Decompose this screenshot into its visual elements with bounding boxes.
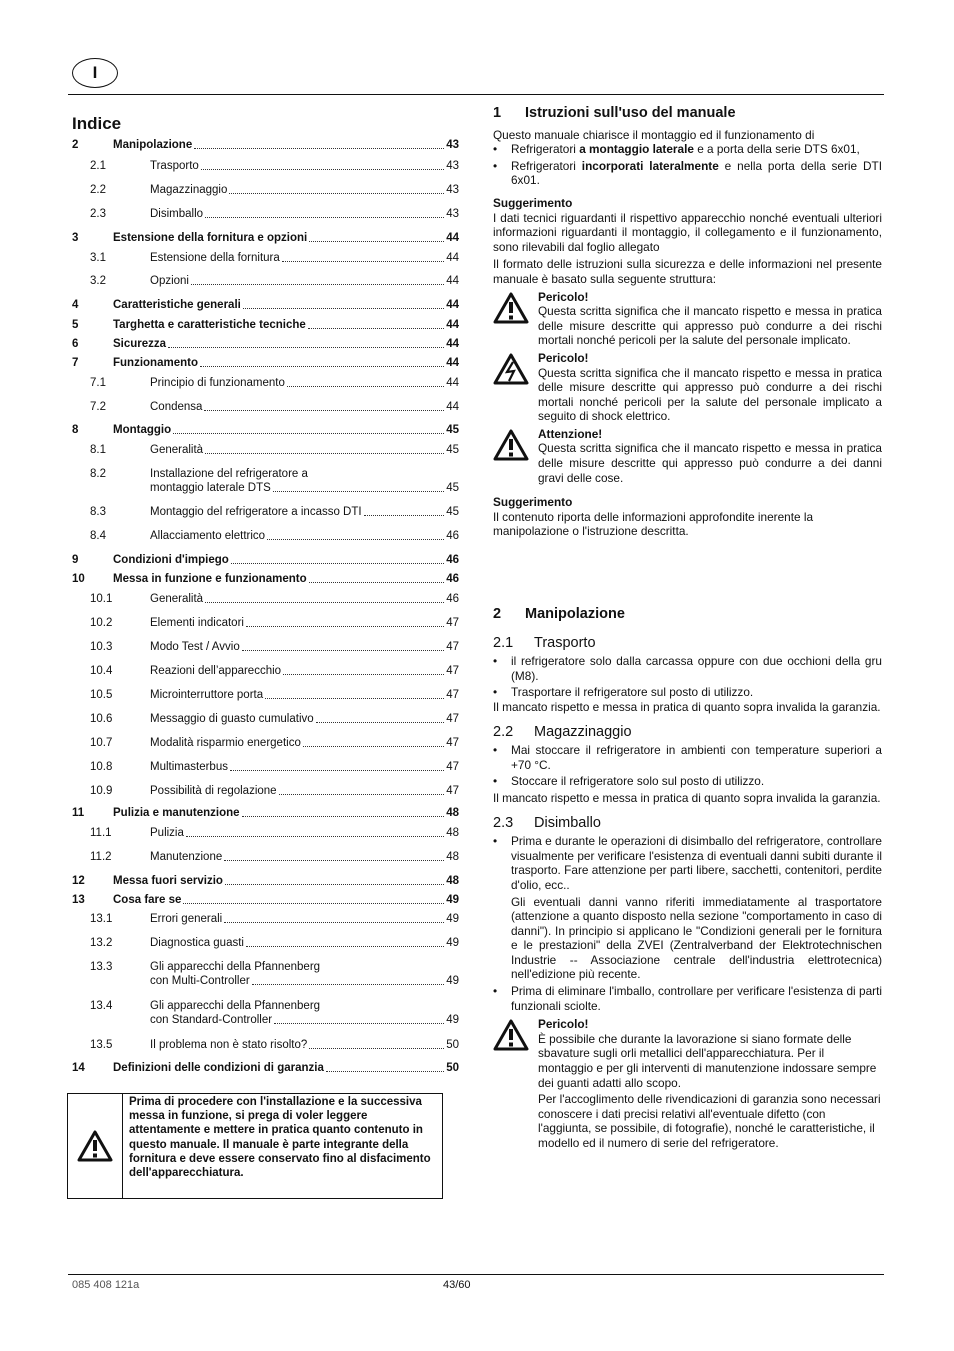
dot-leader: [242, 650, 444, 651]
section-2-3-heading: 2.3 Disimballo: [493, 814, 601, 831]
toc-entry[interactable]: [72, 553, 459, 568]
toc-entry-page: 44: [446, 357, 459, 369]
warning-block: [493, 290, 882, 348]
toc-entry-number: 13.1: [90, 913, 113, 925]
toc-entry-page: 48: [446, 827, 459, 839]
toc-entry-title: Messa in funzione e funzionamento: [113, 573, 307, 585]
tip-title: Suggerimento: [493, 495, 573, 510]
toc-entry-page: 44: [446, 275, 459, 287]
toc-entry-title: Montaggio del refrigeratore a incasso DTI: [150, 506, 362, 518]
dot-leader: [326, 1071, 444, 1072]
warning-block: [493, 1017, 882, 1150]
toc-entry-title: Allacciamento elettrico: [150, 530, 266, 542]
toc-entry[interactable]: [72, 736, 459, 751]
toc-entry[interactable]: [72, 572, 459, 587]
list-item: • Mai stoccare il refrigeratore in ambienti con temperature superiori a +70 °C.: [493, 743, 882, 772]
toc-entry-title-cont: con Multi-Controller: [150, 975, 250, 987]
toc-entry-title: Estensione della fornitura e opzioni: [113, 232, 308, 244]
dot-leader: [282, 261, 444, 262]
toc-entry-number: 11: [72, 807, 85, 819]
toc-entry[interactable]: [72, 274, 459, 289]
toc-entry[interactable]: [72, 874, 459, 889]
toc-entry-title: Il problema non è stato risolto?: [150, 1039, 308, 1051]
toc-entry[interactable]: [72, 443, 459, 458]
toc-entry[interactable]: [72, 1061, 459, 1076]
toc-entry-number: 2.2: [90, 184, 106, 196]
toc-entry-number: 10.4: [90, 665, 113, 677]
toc-entry-page: 49: [446, 913, 459, 925]
toc-entry-page: 44: [446, 377, 459, 389]
toc-entry-title: Sicurezza: [113, 338, 167, 350]
toc-entry[interactable]: [72, 712, 459, 727]
toc-entry-number: 2.1: [90, 160, 106, 172]
toc-entry-number: 10.7: [90, 737, 113, 749]
toc-entry-title: Modo Test / Avvio: [150, 641, 240, 653]
dot-leader: [231, 563, 444, 564]
toc-entry-page: 47: [446, 713, 459, 725]
toc-entry-number: 8.3: [90, 506, 106, 518]
toc-entry-page: 47: [446, 737, 459, 749]
list-item: • Refrigeratori a montaggio laterale e a porta della serie DTS 6x01,: [493, 142, 882, 157]
toc-entry-number: 13.4: [90, 1000, 113, 1012]
toc-entry[interactable]: [72, 806, 459, 821]
dot-leader: [309, 241, 444, 242]
toc-entry-title-cont: con Standard-Controller: [150, 1014, 273, 1026]
danger-triangle-icon: [493, 292, 529, 328]
toc-entry[interactable]: [72, 850, 459, 865]
toc-entry-page: 46: [446, 530, 459, 542]
dot-leader: [243, 308, 444, 309]
toc-entry[interactable]: [72, 784, 459, 799]
toc-entry-title: Targhetta e caratteristiche tecniche: [113, 319, 306, 331]
toc-entry[interactable]: [72, 318, 459, 333]
toc-entry-number: 14: [72, 1062, 85, 1074]
toc-entry[interactable]: [72, 760, 459, 775]
toc-entry-title: Messaggio di guasto cumulativo: [150, 713, 314, 725]
toc-entry-number: 13.3: [90, 961, 113, 973]
dot-leader: [191, 284, 444, 285]
dot-leader: [252, 984, 445, 985]
toc-entry-number: 8.1: [90, 444, 106, 456]
dot-leader: [265, 698, 444, 699]
toc-entry-title: Funzionamento: [113, 357, 198, 369]
toc-entry-page: 45: [446, 424, 459, 436]
toc-entry-page: 47: [446, 617, 459, 629]
toc-entry-title: Diagnostica guasti: [150, 937, 244, 949]
danger-triangle-icon: [493, 1019, 529, 1055]
toc-entry-title: Modalità risparmio energetico: [150, 737, 301, 749]
page-number: 43/60: [443, 1279, 471, 1291]
toc-entry-number: 3: [72, 232, 79, 244]
toc-entry-number: 10.3: [90, 641, 113, 653]
notice-text: Prima di procedere con l'installazione e la successiva messa in funzione, si prega di voler leggere attentamente e mettere in pratica quanto contenuto in questo manuale. Il manuale è parte integrante della fornitura e deve essere conservato fino al disfacimento dell'apparecchiatura.: [129, 1096, 431, 1180]
toc-entry[interactable]: [72, 664, 459, 679]
dot-leader: [364, 515, 445, 516]
table-of-contents: [72, 114, 459, 1078]
dot-leader: [246, 626, 444, 627]
toc-entry-page: 49: [446, 894, 459, 906]
warning-triangle-icon: [68, 1094, 123, 1198]
toc-entry-number: 11.2: [90, 851, 112, 863]
toc-entry-number: 13.2: [90, 937, 113, 949]
toc-entry-page: 43: [446, 208, 459, 220]
toc-entry-page: 44: [446, 252, 459, 264]
toc-entry[interactable]: [72, 251, 459, 266]
toc-entry-title: Disimballo: [150, 208, 204, 220]
list-item: • Refrigeratori incorporati lateralmente e nella porta della serie DTI 6x01.: [493, 159, 882, 188]
toc-entry-page: 49: [446, 937, 459, 949]
toc-entry-page: 50: [446, 1039, 459, 1051]
toc-entry[interactable]: [72, 467, 459, 497]
toc-entry-title: Microinterruttore porta: [150, 689, 264, 701]
toc-entry[interactable]: [72, 423, 459, 438]
dot-leader: [173, 433, 444, 434]
toc-entry-title: Errori generali: [150, 913, 223, 925]
dot-leader: [267, 539, 444, 540]
list-item: • Trasportare il refrigeratore sul posto di utilizzo.: [493, 685, 882, 700]
footer-rule: [68, 1274, 884, 1275]
toc-entry-number: 9: [72, 554, 79, 566]
dot-leader: [246, 946, 444, 947]
toc-entry-title: Cosa fare se: [113, 894, 182, 906]
toc-entry-page: 44: [446, 338, 459, 350]
toc-entry-title: Gli apparecchi della Pfannenberg: [150, 1000, 321, 1012]
notice-box: [67, 1093, 443, 1199]
section-1-heading: 1 Istruzioni sull'uso del manuale: [493, 105, 736, 121]
toc-entry-title: Caratteristiche generali: [113, 299, 241, 311]
toc-entry-page: 49: [446, 1014, 459, 1026]
toc-entry-title: Manutenzione: [150, 851, 223, 863]
warning-block: [493, 351, 882, 424]
toc-entry-title: Possibilità di regolazione: [150, 785, 277, 797]
toc-entry[interactable]: [72, 376, 459, 391]
toc-entry-title-cont: montaggio laterale DTS: [150, 482, 271, 494]
toc-entry[interactable]: [72, 616, 459, 631]
dot-leader: [204, 410, 444, 411]
dot-leader: [183, 903, 444, 904]
toc-entry-title: Generalità: [150, 593, 204, 605]
toc-entry-title: Montaggio: [113, 424, 172, 436]
toc-entry-number: 11.1: [90, 827, 112, 839]
dot-leader: [308, 328, 444, 329]
toc-entry-number: 8.4: [90, 530, 106, 542]
document-number: 085 408 121a: [72, 1279, 140, 1291]
structure-text: Il formato delle istruzioni sulla sicurezza e delle informazioni nel presente manuale è basato sulla seguente struttura:: [493, 257, 882, 286]
dot-leader: [205, 602, 444, 603]
toc-entry[interactable]: [72, 826, 459, 841]
toc-entry-page: 47: [446, 689, 459, 701]
section-1-intro: Questo manuale chiarisce il montaggio ed il funzionamento di: [493, 127, 815, 142]
toc-entry-number: 7.1: [90, 377, 106, 389]
toc-entry-page: 44: [446, 232, 459, 244]
tip-text: Il contenuto riporta delle informazioni approfondite inerente la manipolazione o l'istruzione descritta.: [493, 509, 814, 539]
toc-entry-title: Gli apparecchi della Pfannenberg: [150, 961, 321, 973]
warning-title: Pericolo!: [538, 289, 589, 304]
toc-entry[interactable]: [72, 999, 459, 1029]
toc-entry-number: 7.2: [90, 401, 106, 413]
toc-entry-page: 47: [446, 785, 459, 797]
section-2-heading: 2 Manipolazione: [493, 606, 625, 622]
dot-leader: [224, 860, 444, 861]
toc-entry-page: 43: [446, 184, 459, 196]
toc-entry-number: 10.2: [90, 617, 113, 629]
toc-entry-title: Elementi indicatori: [150, 617, 244, 629]
toc-entry[interactable]: [72, 138, 459, 153]
list-item: • Prima di eliminare l'imballo, controllare per verificare l'esistenza di parti funzionali sciolte.: [493, 984, 882, 1013]
toc-entry-title: Pulizia: [150, 827, 184, 839]
section-2-2-heading: 2.2 Magazzinaggio: [493, 723, 632, 740]
dot-leader: [194, 148, 444, 149]
toc-entry[interactable]: [72, 592, 459, 607]
toc-entry[interactable]: [72, 337, 459, 352]
toc-heading: Indice: [72, 114, 122, 133]
dot-leader: [274, 1023, 444, 1024]
dot-leader: [242, 816, 445, 817]
dot-leader: [303, 746, 444, 747]
dot-leader: [205, 453, 444, 454]
toc-list: [72, 138, 459, 1078]
toc-entry-page: 44: [446, 299, 459, 311]
toc-entry-page: 45: [446, 482, 459, 494]
toc-entry-number: 8.2: [90, 468, 106, 480]
warning-text: Questa scritta significa che il mancato rispetto e messa in pratica delle misure descritte qui appresso può condurre a dei danni gravi delle cose.: [538, 441, 882, 485]
toc-entry-page: 48: [446, 851, 459, 863]
toc-entry-number: 8: [72, 424, 79, 436]
toc-entry-number: 13.5: [90, 1039, 113, 1051]
warning-title: Pericolo!: [538, 1017, 589, 1032]
toc-entry-page: 44: [446, 401, 459, 413]
dot-leader: [273, 491, 444, 492]
toc-entry[interactable]: [72, 207, 459, 222]
toc-entry-page: 44: [446, 319, 459, 331]
warranty-note: Il mancato rispetto e messa in pratica di quanto sopra invalida la garanzia.: [493, 790, 881, 805]
warranty-note: Il mancato rispetto e messa in pratica di quanto sopra invalida la garanzia.: [493, 699, 881, 714]
toc-entry-page: 48: [446, 875, 459, 887]
warning-text: Questa scritta significa che il mancato rispetto e messa in pratica delle misure descritte qui appresso può condurre a dei rischi mortali nonché pericoli per la salute del personale implicato.: [538, 304, 882, 348]
warning-text: Questa scritta significa che il mancato rispetto e messa in pratica delle misure descritte qui appresso può condurre a dei rischi mortali nonché pericoli per la salute del personale implicato a seguito di shock elettrico.: [538, 365, 882, 424]
dot-leader: [279, 794, 445, 795]
toc-entry-title: Condensa: [150, 401, 203, 413]
toc-entry-title: Condizioni d'impiego: [113, 554, 229, 566]
list-item: • Prima e durante le operazioni di disimballo del refrigeratore, controllare visualmente per verificare l'esistenza di eventuali danni subiti durante il trasporto. Fare attenzione per parti libere, sacchetti, contenitori, perdite d'olio, ecc..: [493, 834, 882, 892]
toc-entry-number: 2: [72, 139, 79, 151]
toc-entry-title: Principio di funzionamento: [150, 377, 285, 389]
toc-entry-page: 46: [446, 554, 459, 566]
toc-entry[interactable]: [72, 640, 459, 655]
toc-entry-title: Installazione del refrigeratore a: [150, 468, 308, 480]
toc-entry-number: 12: [72, 875, 85, 887]
toc-entry-title: Generalità: [150, 444, 204, 456]
warning-text: È possibile che durante la lavorazione si siano formate delle sbavature sugli orli metallici dell'apparecchiatura. Per il montaggio e per gli interventi di manutenzione indossare sempre dei guanti adatti allo scopo.: [538, 1031, 877, 1090]
toc-entry-page: 43: [446, 139, 459, 151]
toc-entry-number: 2.3: [90, 208, 106, 220]
list-item: • il refrigeratore solo dalla carcassa oppure con due occhioni della gru (M8).: [493, 654, 882, 683]
toc-entry-number: 10.8: [90, 761, 113, 773]
header-rule: [68, 94, 884, 95]
dot-leader: [309, 1048, 444, 1049]
toc-entry-page: 46: [446, 593, 459, 605]
toc-entry-number: 10.6: [90, 713, 113, 725]
toc-entry-number: 6: [72, 338, 79, 350]
toc-entry-title: Estensione della fornitura: [150, 252, 280, 264]
toc-entry-number: 7: [72, 357, 79, 369]
toc-entry-title: Pulizia e manutenzione: [113, 807, 240, 819]
toc-entry[interactable]: [72, 960, 459, 990]
toc-entry[interactable]: [72, 400, 459, 415]
warning-title: Attenzione!: [538, 426, 603, 441]
toc-entry[interactable]: [72, 505, 459, 520]
toc-entry-page: 49: [446, 975, 459, 987]
warning-block: [493, 427, 882, 485]
dot-leader: [224, 922, 444, 923]
toc-entry-number: 10.1: [90, 593, 113, 605]
toc-entry[interactable]: [72, 1038, 459, 1053]
toc-entry-page: 48: [446, 807, 459, 819]
dot-leader: [225, 884, 444, 885]
warning-title: Pericolo!: [538, 350, 589, 365]
section-2-1-heading: 2.1 Trasporto: [493, 634, 596, 651]
dot-leader: [168, 347, 444, 348]
toc-entry-number: 5: [72, 319, 79, 331]
toc-entry-title: Manipolazione: [113, 139, 193, 151]
toc-entry[interactable]: [72, 183, 459, 198]
toc-entry-title: Opzioni: [150, 275, 189, 287]
tip-text: I dati tecnici riguardanti il rispettivo apparecchio nonché eventuali ulteriori informazioni riguardanti il montaggio, il collegamento e il funzionamento, sono rilevabili dal foglio allegato: [493, 210, 882, 254]
toc-entry-title: Multimasterbus: [150, 761, 228, 773]
toc-entry-page: 45: [446, 506, 459, 518]
toc-entry-page: 45: [446, 444, 459, 456]
dot-leader: [229, 193, 444, 194]
warranty-claim-text: Per l'accoglimento delle rivendicazioni di garanzia sono necessari conoscere i dati precisi relativi all'eventuale difetto (con l'aggiunta, se possibile, di fotografie), nonché le caratteristiche, il modello ed il numero di serie del refrigeratore.: [538, 1092, 881, 1150]
toc-entry-page: 47: [446, 761, 459, 773]
toc-entry-page: 43: [446, 160, 459, 172]
dot-leader: [186, 836, 444, 837]
toc-entry[interactable]: [72, 688, 459, 703]
dot-leader: [309, 582, 445, 583]
section-2: [493, 607, 882, 1151]
dot-leader: [205, 217, 444, 218]
dot-leader: [287, 386, 444, 387]
toc-entry[interactable]: [72, 231, 459, 246]
caution-triangle-icon: [493, 429, 529, 465]
dot-leader: [283, 674, 444, 675]
toc-entry-page: 47: [446, 665, 459, 677]
toc-entry[interactable]: [72, 356, 459, 371]
toc-entry[interactable]: [72, 529, 459, 544]
toc-entry[interactable]: [72, 893, 459, 908]
list-item: • Stoccare il refrigeratore solo sul posto di utilizzo.: [493, 774, 882, 789]
toc-entry[interactable]: [72, 936, 459, 951]
toc-entry-number: 10.5: [90, 689, 113, 701]
toc-entry-title: Magazzinaggio: [150, 184, 228, 196]
toc-entry-number: 10: [72, 573, 85, 585]
toc-entry-title: Definizioni delle condizioni di garanzia: [113, 1062, 324, 1074]
toc-entry-number: 13: [72, 894, 85, 906]
dot-leader: [230, 770, 444, 771]
toc-entry-number: 3.2: [90, 275, 106, 287]
toc-entry-page: 47: [446, 641, 459, 653]
electric-shock-triangle-icon: [493, 353, 529, 389]
toc-entry-title: Trasporto: [150, 160, 199, 172]
toc-entry-page: 50: [446, 1062, 459, 1074]
toc-entry-page: 46: [446, 573, 459, 585]
list-item-continued: Gli eventuali danni vanno riferiti immediatamente al trasportatore (attenzione a quanto disposto nella sezione "comportamento in caso di danni"). In principio si applicano le "Condizioni generali per le fornitura e le prestazioni" della ZVEI (Zentralverband der Elektrotechnischen Industrie -- Associazione centrale dell'industria elettrotecnica) nell'edizione più recente.: [511, 894, 882, 982]
dot-leader: [201, 169, 444, 170]
dot-leader: [200, 366, 444, 367]
tip-title: Suggerimento: [493, 195, 573, 210]
toc-entry-number: 4: [72, 299, 79, 311]
toc-entry-number: 3.1: [90, 252, 106, 264]
toc-entry-title: Reazioni dell’apparecchio: [150, 665, 282, 677]
toc-entry-title: Messa fuori servizio: [113, 875, 223, 887]
toc-entry[interactable]: [72, 159, 459, 174]
toc-entry-number: 10.9: [90, 785, 113, 797]
toc-entry[interactable]: [72, 912, 459, 927]
language-badge: I: [72, 58, 118, 88]
dot-leader: [316, 722, 445, 723]
section-1: [493, 106, 882, 539]
toc-entry[interactable]: [72, 298, 459, 313]
